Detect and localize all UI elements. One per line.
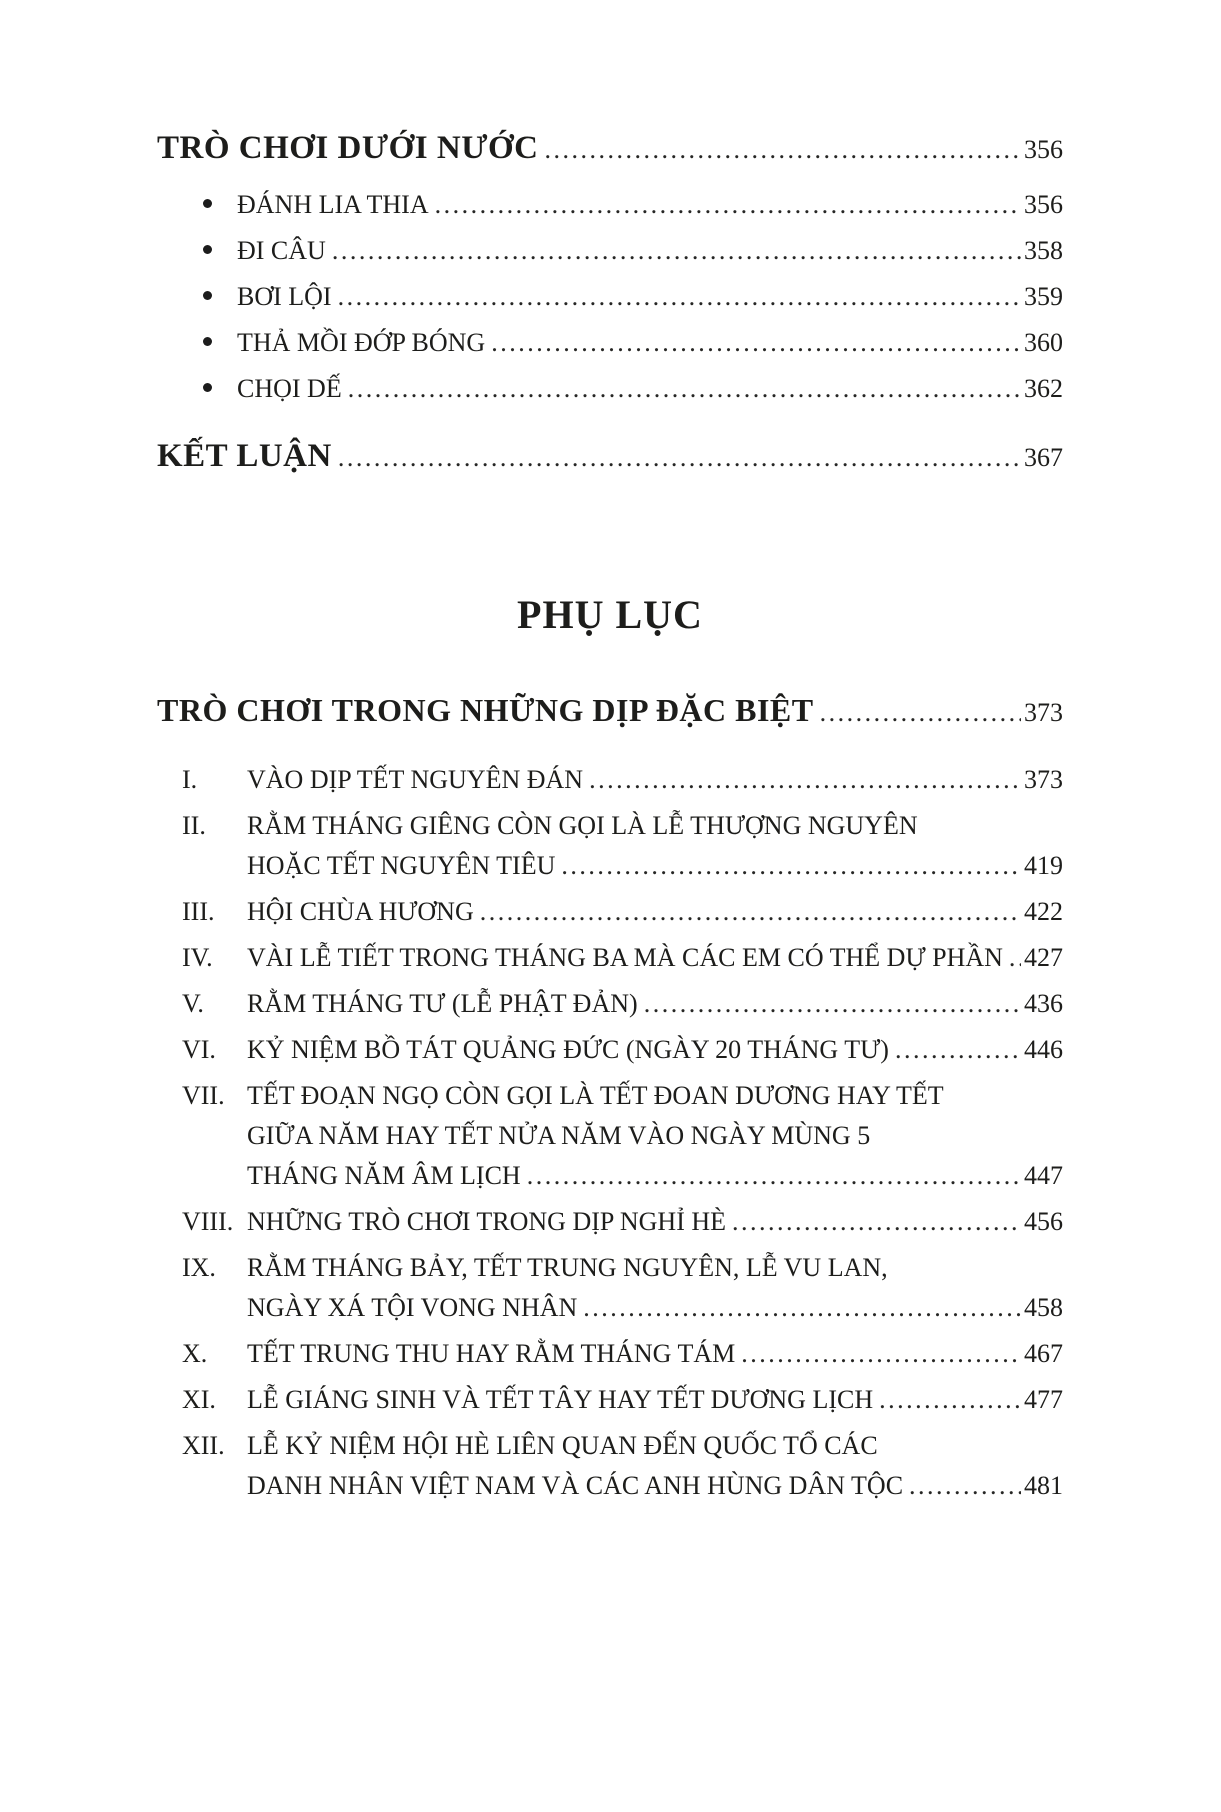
- dot-leader: [491, 320, 1021, 366]
- toc-row-special-occasions: [157, 687, 1063, 736]
- section-title: TRÒ CHƠI TRONG NHỮNG DỊP ĐẶC BIỆT: [157, 692, 814, 728]
- toc-row-danh-lia-thia: [157, 182, 1063, 228]
- toc-item-line: [247, 892, 1063, 932]
- toc-item-line: [247, 760, 1063, 800]
- dot-leader: [338, 434, 1021, 482]
- bullet-icon: [203, 383, 212, 392]
- toc-item-1: [157, 760, 1063, 800]
- page-number: 477: [1024, 1385, 1063, 1414]
- item-title: TẾT TRUNG THU HAY RẰM THÁNG TÁM: [247, 1339, 736, 1368]
- item-title: ĐÁNH LIA THIA: [237, 190, 429, 219]
- toc-row-choi-de: [157, 366, 1063, 412]
- item-numeral: VII.: [182, 1081, 225, 1110]
- page-number: 467: [1024, 1339, 1063, 1368]
- item-title: CHỌI DẾ: [237, 374, 342, 403]
- item-title: HỘI CHÙA HƯƠNG: [247, 897, 474, 926]
- toc-item-3: [157, 892, 1063, 932]
- toc-item-line: [247, 846, 1063, 886]
- toc-item-6: [157, 1030, 1063, 1070]
- toc-item-line: [247, 938, 1063, 978]
- dot-leader: [561, 846, 1021, 886]
- toc-item-line: [247, 984, 1063, 1024]
- toc-item-4: [157, 938, 1063, 978]
- toc-item-line: [247, 1202, 1063, 1242]
- toc-item-12: [157, 1426, 1063, 1506]
- toc-content: [157, 0, 1063, 1512]
- dot-leader: [1009, 938, 1021, 978]
- special-occasions-list: [157, 760, 1063, 1506]
- item-title: VÀI LỄ TIẾT TRONG THÁNG BA MÀ CÁC EM CÓ THỂ DỰ PHẦN: [247, 943, 1003, 972]
- dot-leader: [741, 1334, 1021, 1374]
- item-title: THÁNG NĂM ÂM LỊCH: [247, 1161, 521, 1190]
- item-numeral: III.: [182, 897, 215, 926]
- bullet-icon: [203, 199, 212, 208]
- appendix-heading: PHỤ LỤC: [517, 592, 703, 637]
- dot-leader: [338, 274, 1021, 320]
- item-numeral: X.: [182, 1339, 208, 1368]
- dot-leader: [820, 690, 1021, 736]
- toc-item-line: LỄ KỶ NIỆM HỘI HÈ LIÊN QUAN ĐẾN QUỐC TỔ CÁC: [247, 1431, 878, 1460]
- toc-item-2: [157, 806, 1063, 886]
- page-number: 447: [1024, 1161, 1063, 1190]
- dot-leader: [435, 182, 1021, 228]
- item-title: ĐI CÂU: [237, 236, 326, 265]
- toc-row-boi-loi: [157, 274, 1063, 320]
- dot-leader: [544, 126, 1021, 174]
- item-title: NGÀY XÁ TỘI VONG NHÂN: [247, 1293, 578, 1322]
- page-number: 458: [1024, 1293, 1063, 1322]
- toc-item-8: [157, 1202, 1063, 1242]
- page-number: 356: [1024, 135, 1063, 164]
- item-numeral: XII.: [182, 1431, 225, 1460]
- item-numeral: IX.: [182, 1253, 216, 1282]
- item-title: HOẶC TẾT NGUYÊN TIÊU: [247, 851, 556, 880]
- toc-item-line: TẾT ĐOẠN NGỌ CÒN GỌI LÀ TẾT ĐOAN DƯƠNG HAY TẾT: [247, 1081, 944, 1110]
- page-number: 360: [1024, 328, 1063, 357]
- section-title: TRÒ CHƠI DƯỚI NƯỚC: [157, 130, 539, 166]
- item-title: THẢ MỒI ĐỚP BÓNG: [237, 328, 486, 357]
- page-number: 456: [1024, 1207, 1063, 1236]
- dot-leader: [879, 1380, 1021, 1420]
- item-title: LỄ GIÁNG SINH VÀ TẾT TÂY HAY TẾT DƯƠNG LỊCH: [247, 1385, 874, 1414]
- toc-row-tha-moi-dop-bong: [157, 320, 1063, 366]
- page-number: 419: [1024, 851, 1063, 880]
- toc-item-9: [157, 1248, 1063, 1328]
- item-numeral: VI.: [182, 1035, 216, 1064]
- page-number: 362: [1024, 374, 1063, 403]
- page-number: 427: [1024, 943, 1063, 972]
- page-number: 367: [1024, 443, 1063, 472]
- toc-row-water-games: [157, 124, 1063, 174]
- dot-leader: [332, 228, 1021, 274]
- page-number: 356: [1024, 190, 1063, 219]
- toc-row-conclusion: [157, 432, 1063, 482]
- item-numeral: VIII.: [182, 1207, 234, 1236]
- item-numeral: I.: [182, 765, 198, 794]
- item-numeral: V.: [182, 989, 204, 1018]
- toc-item-line: RẰM THÁNG GIÊNG CÒN GỌI LÀ LỄ THƯỢNG NGUYÊN: [247, 811, 918, 840]
- bullet-icon: [203, 291, 212, 300]
- page-number: 359: [1024, 282, 1063, 311]
- toc-item-5: [157, 984, 1063, 1024]
- page-number: 373: [1024, 765, 1063, 794]
- section-title: KẾT LUẬN: [157, 438, 332, 474]
- toc-item-10: [157, 1334, 1063, 1374]
- toc-item-line: [247, 1288, 1063, 1328]
- item-title: RẰM THÁNG TƯ (LỄ PHẬT ĐẢN): [247, 989, 638, 1018]
- page-number: 436: [1024, 989, 1063, 1018]
- bullet-icon: [203, 245, 212, 254]
- dot-leader: [732, 1202, 1021, 1242]
- dot-leader: [480, 892, 1021, 932]
- toc-item-line: RẰM THÁNG BẢY, TẾT TRUNG NGUYÊN, LỄ VU LAN,: [247, 1253, 888, 1282]
- toc-item-line: [247, 1030, 1063, 1070]
- water-games-list: [157, 182, 1063, 412]
- dot-leader: [527, 1156, 1021, 1196]
- bullet-icon: [203, 337, 212, 346]
- toc-item-11: [157, 1380, 1063, 1420]
- dot-leader: [909, 1466, 1021, 1506]
- toc-item-line: GIỮA NĂM HAY TẾT NỬA NĂM VÀO NGÀY MÙNG 5: [247, 1121, 871, 1150]
- item-title: DANH NHÂN VIỆT NAM VÀ CÁC ANH HÙNG DÂN TỘC: [247, 1471, 904, 1500]
- dot-leader: [589, 760, 1021, 800]
- toc-item-line: [247, 1466, 1063, 1506]
- page-number: 358: [1024, 236, 1063, 265]
- item-title: VÀO DỊP TẾT NGUYÊN ĐÁN: [247, 765, 584, 794]
- item-title: KỶ NIỆM BỒ TÁT QUẢNG ĐỨC (NGÀY 20 THÁNG TƯ): [247, 1035, 889, 1064]
- dot-leader: [895, 1030, 1021, 1070]
- toc-row-di-cau: [157, 228, 1063, 274]
- item-title: BƠI LỘI: [237, 282, 332, 311]
- item-numeral: XI.: [182, 1385, 216, 1414]
- toc-item-line: [247, 1156, 1063, 1196]
- page-number: 481: [1024, 1471, 1063, 1500]
- item-title: NHỮNG TRÒ CHƠI TRONG DỊP NGHỈ HÈ: [247, 1207, 727, 1236]
- toc-item-line: [247, 1380, 1063, 1420]
- toc-item-7: [157, 1076, 1063, 1196]
- page-number: 373: [1024, 698, 1063, 727]
- dot-leader: [583, 1288, 1021, 1328]
- dot-leader: [644, 984, 1021, 1024]
- item-numeral: II.: [182, 811, 206, 840]
- page-number: 446: [1024, 1035, 1063, 1064]
- item-numeral: IV.: [182, 943, 213, 972]
- dot-leader: [348, 366, 1021, 412]
- page-number: 422: [1024, 897, 1063, 926]
- toc-item-line: [247, 1334, 1063, 1374]
